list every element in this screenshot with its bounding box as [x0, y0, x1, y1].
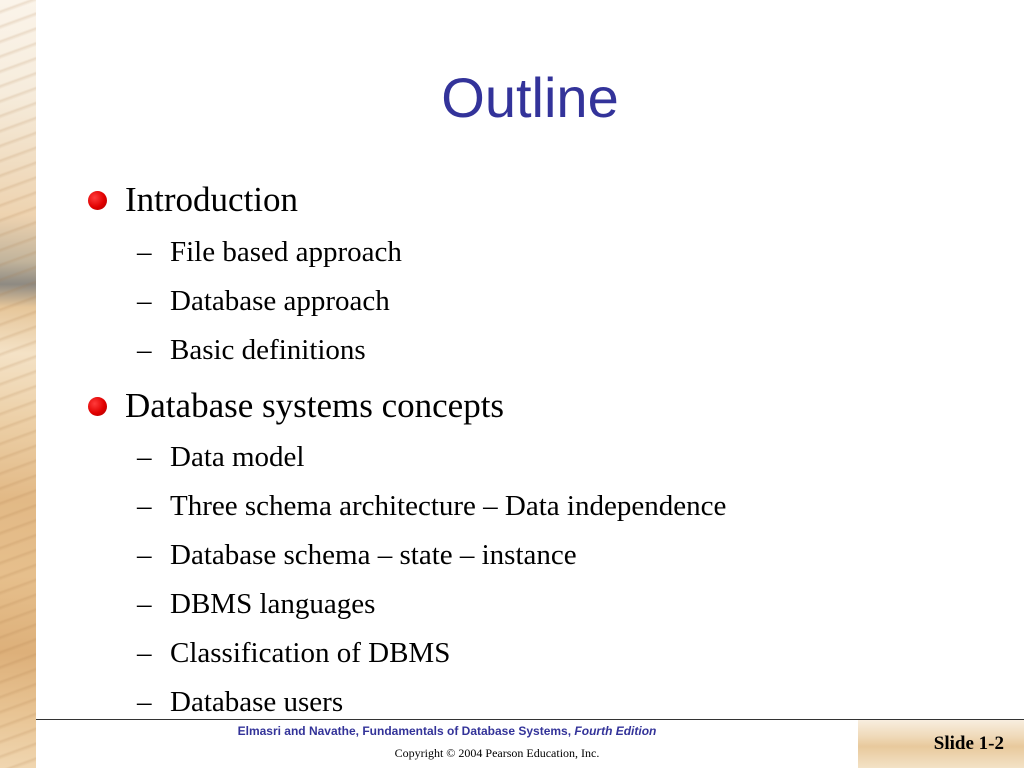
outline-item-label: File based approach — [170, 236, 402, 268]
slide-title: Outline — [441, 66, 619, 129]
dash-icon: – — [137, 490, 152, 522]
footer-copyright: Copyright © 2004 Pearson Education, Inc. — [394, 746, 600, 760]
dash-icon: – — [137, 285, 152, 317]
bullet-icon — [88, 191, 107, 210]
dash-icon: – — [137, 588, 152, 620]
slide-number: Slide 1-2 — [933, 733, 1004, 754]
outline-item-label: Basic definitions — [170, 334, 366, 366]
dash-icon: – — [137, 236, 152, 268]
decorative-side-image — [0, 0, 36, 768]
dash-icon: – — [137, 539, 152, 571]
outline-item-label: Database users — [170, 686, 344, 718]
section-heading: Introduction — [125, 180, 299, 219]
dash-icon: – — [137, 686, 152, 718]
section-heading: Database systems concepts — [125, 386, 505, 425]
outline-item-label: DBMS languages — [170, 588, 376, 620]
footer-edition: Fourth Edition — [574, 724, 657, 738]
dash-icon: – — [137, 334, 152, 366]
outline-item-label: Three schema architecture – Data independence — [170, 490, 727, 522]
footer-credit-text: Elmasri and Navathe, Fundamentals of Database Systems, — [237, 724, 572, 738]
outline-item-label: Data model — [170, 441, 305, 473]
bullet-icon — [88, 397, 107, 416]
dash-icon: – — [137, 441, 152, 473]
footer-credit — [36, 724, 858, 738]
outline-item-label: Database approach — [170, 285, 390, 317]
outline-item-label: Classification of DBMS — [170, 637, 451, 669]
outline-item-label: Database schema – state – instance — [170, 539, 577, 571]
dash-icon: – — [137, 637, 152, 669]
